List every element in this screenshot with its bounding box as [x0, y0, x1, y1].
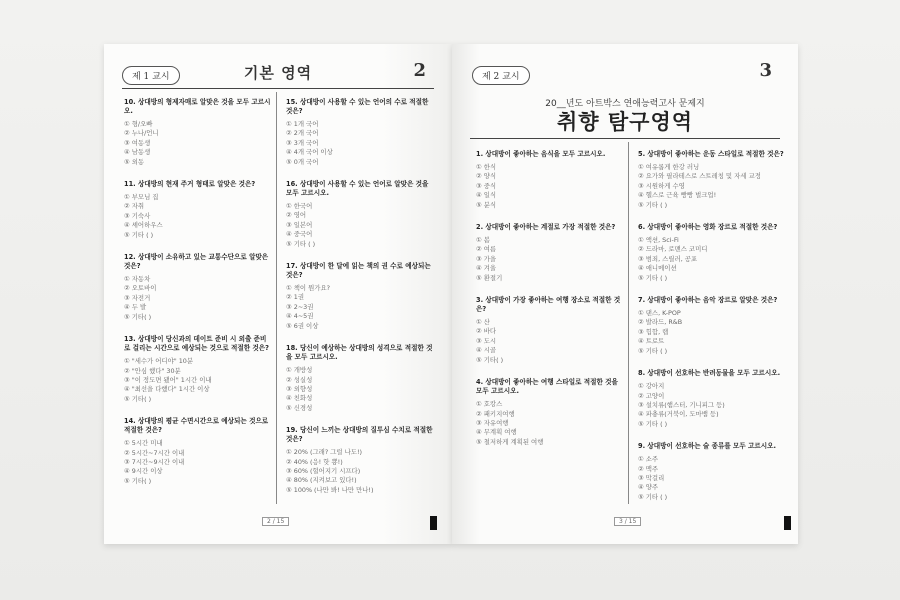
- answer-option[interactable]: ⑤ 환절기: [476, 273, 503, 282]
- question-block: [124, 335, 272, 404]
- answer-option[interactable]: ③ 여동생: [124, 138, 151, 147]
- question-text: 11. 상대방의 현재 주거 형태로 알맞은 것은?: [124, 180, 256, 189]
- left-page: [104, 44, 452, 544]
- answer-option[interactable]: ② 오토바이: [124, 284, 157, 293]
- section-title: 기본 영역: [243, 64, 313, 82]
- answer-option[interactable]: ② 자취: [124, 202, 145, 211]
- question-text: 9. 상대방이 선호하는 술 종류를 모두 고르시오.: [638, 442, 777, 451]
- answer-option[interactable]: ⑤ 기타 ( ): [638, 346, 668, 355]
- answer-option[interactable]: ④ 파충류(거북이, 도마뱀 등): [638, 410, 719, 419]
- question-block: [476, 223, 624, 283]
- answer-option[interactable]: ④ 애니메이션: [638, 264, 677, 273]
- answer-option[interactable]: ③ 3개 국어: [286, 138, 319, 147]
- question-text: 7. 상대방이 좋아하는 음악 장르로 알맞은 것은?: [638, 296, 778, 305]
- question-block: [286, 98, 434, 167]
- exam-subheading: 20__년도 아트박스 연애능력고사 문제지: [545, 99, 705, 109]
- question-block: [124, 180, 272, 240]
- answer-option[interactable]: ③ 2~3권: [286, 302, 314, 311]
- header-rule: [122, 88, 434, 89]
- page-footer: 2 / 15: [262, 517, 289, 526]
- answer-option[interactable]: ④ 4~5권: [286, 312, 314, 321]
- answer-option[interactable]: ④ 헬스로 근육 빵빵 벌크업!: [638, 191, 717, 200]
- answer-option[interactable]: ④ "최선을 다했다" 1시간 이상: [124, 385, 210, 394]
- question-text: 15. 상대방이 사용할 수 있는 언어의 수로 적절한 것은?: [286, 98, 429, 115]
- answer-option[interactable]: ⑤ 분식: [476, 200, 497, 209]
- answer-option[interactable]: ⑤ 신경성: [286, 403, 313, 412]
- answer-option[interactable]: ④ 친화성: [286, 394, 313, 403]
- answer-option[interactable]: ③ 외향성: [286, 384, 313, 393]
- question-block: [638, 442, 786, 502]
- answer-option[interactable]: ③ 시원하게 수영: [638, 181, 685, 190]
- answer-option[interactable]: ① 부모님 집: [124, 193, 159, 202]
- question-block: [476, 378, 624, 447]
- answer-option[interactable]: ① 봄: [476, 236, 490, 245]
- question-text: 17. 상대방이 한 달에 읽는 책의 권 수로 예상되는 것은?: [286, 262, 431, 280]
- answer-option[interactable]: ② 패키지여행: [476, 409, 515, 418]
- exam-title: 취향 탐구영역: [556, 110, 694, 134]
- answer-option[interactable]: ② 바다: [476, 327, 497, 336]
- question-block: [286, 262, 434, 331]
- left-header: [122, 60, 434, 86]
- answer-option[interactable]: ④ 시골: [476, 346, 497, 355]
- answer-option[interactable]: ② 맥주: [638, 464, 659, 473]
- answer-option[interactable]: ⑤ 기타 ( ): [638, 492, 668, 501]
- question-block: [476, 150, 624, 210]
- answer-option[interactable]: ① 책이 뭔가요?: [286, 284, 331, 293]
- answer-option[interactable]: ④ 무계획 여행: [476, 428, 517, 437]
- question-text: 13. 상대방이 당신과의 데이트 준비 시 외출 준비로 걸리는 시간으로 예상되는 것으로 적절한 것은?: [124, 335, 269, 353]
- question-block: [638, 296, 786, 356]
- answer-option[interactable]: ③ 7시간~9시간 이내: [124, 457, 185, 466]
- answer-option[interactable]: ② 5시간~7시간 이내: [124, 448, 185, 457]
- question-text: 19. 당신이 느끼는 상대방의 질투심 수치로 적절한 것은?: [286, 426, 433, 444]
- answer-option[interactable]: ① 호캉스: [476, 400, 503, 409]
- question-block: [638, 150, 786, 210]
- right-column-1: [476, 150, 624, 460]
- left-column-1: [124, 98, 272, 499]
- answer-option[interactable]: ③ 범죄, 스릴러, 공포: [638, 254, 698, 263]
- answer-option[interactable]: ⑤ 100% (나만 봐! 나만 만나!): [286, 485, 374, 494]
- answer-option[interactable]: ③ "이 정도면 됐어" 1시간 이내: [124, 375, 212, 384]
- column-divider: [628, 142, 629, 504]
- answer-option[interactable]: ③ 자전거: [124, 293, 151, 302]
- answer-option[interactable]: ⑤ 기타 ( ): [638, 273, 668, 282]
- answer-option[interactable]: ④ 셰어하우스: [124, 221, 163, 230]
- answer-option[interactable]: ③ 힙합, 랩: [638, 327, 669, 336]
- question-block: [286, 180, 434, 249]
- answer-option[interactable]: ① 한식: [476, 163, 497, 171]
- answer-option[interactable]: ⑤ 기타( ): [124, 312, 152, 321]
- answer-option[interactable]: ① 액션, Sci-Fi: [638, 236, 679, 245]
- answer-option[interactable]: ③ 도시: [476, 336, 497, 345]
- answer-option[interactable]: ① 자동차: [124, 275, 151, 284]
- answer-option[interactable]: ② 여름: [476, 245, 497, 254]
- page-number: 3: [759, 60, 772, 81]
- answer-option[interactable]: ② 발라드, R&B: [638, 318, 683, 327]
- question-text: 2. 상대방이 좋아하는 계절로 가장 적절한 것은?: [476, 223, 616, 232]
- answer-option[interactable]: ② 요가와 필라테스로 스트레칭 및 자세 교정: [638, 172, 761, 181]
- answer-option[interactable]: ① 20% (그래? 그럴 나도!): [286, 448, 363, 457]
- question-text: 8. 상대방이 선호하는 반려동물을 모두 고르시오.: [638, 369, 781, 378]
- answer-option[interactable]: ① 개방성: [286, 366, 313, 375]
- answer-option[interactable]: ⑤ 기타 ( ): [638, 200, 668, 209]
- answer-option[interactable]: ② 성실성: [286, 375, 313, 384]
- question-text: 3. 상대방이 가장 좋아하는 여행 장소로 적절한 것은?: [476, 296, 621, 314]
- header-rule: [470, 138, 780, 139]
- answer-option[interactable]: ② 드라마, 로맨스 코미디: [638, 245, 708, 254]
- answer-option[interactable]: ② "안심 했다" 30분: [124, 366, 181, 375]
- answer-option[interactable]: ⑤ 기타( ): [476, 355, 504, 364]
- question-text: 14. 상대방의 평균 수면시간으로 예상되는 것으로 적절한 것은?: [124, 417, 269, 435]
- page-number: 2: [413, 60, 426, 81]
- answer-option[interactable]: ② 40% (응! 핫 뿅!): [286, 457, 343, 466]
- answer-option[interactable]: ③ 설치류(햄스터, 기니피그 등): [638, 400, 725, 409]
- answer-option[interactable]: ③ 기숙사: [124, 211, 151, 220]
- answer-option[interactable]: ① 1개 국어: [286, 120, 319, 128]
- answer-option[interactable]: ① 5시간 미내: [124, 439, 163, 448]
- question-block: [124, 417, 272, 486]
- question-block: [124, 98, 272, 167]
- question-text: 16. 상대방이 사용할 수 있는 언어로 알맞은 것을 모두 고르시오.: [286, 180, 429, 198]
- question-text: 18. 당신이 예상하는 상대방의 성격으로 적절한 것을 모두 고르시오.: [286, 344, 433, 362]
- answer-option[interactable]: ④ 4개 국어 이상: [286, 148, 333, 157]
- page-tab-marker: [430, 516, 437, 530]
- question-text: 1. 상대방이 좋아하는 음식을 모두 고르시오.: [476, 150, 606, 158]
- question-block: [638, 223, 786, 283]
- answer-option[interactable]: ④ 겨울: [476, 264, 497, 273]
- column-divider: [276, 92, 277, 504]
- answer-option[interactable]: ① "세수가 어디야" 10분: [124, 357, 194, 366]
- answer-option[interactable]: ⑤ 기타 ( ): [286, 239, 316, 248]
- left-column-2: [286, 98, 434, 508]
- question-text: 5. 상대방이 좋아하는 운동 스타일로 적절한 것은?: [638, 150, 784, 158]
- answer-option[interactable]: ② 양식: [476, 172, 497, 181]
- question-block: [476, 296, 624, 365]
- question-block: [286, 426, 434, 495]
- page-tab-marker: [784, 516, 791, 530]
- question-text: 12. 상대방이 소유하고 있는 교통수단으로 알맞은 것은?: [124, 253, 269, 271]
- question-text: 6. 상대방이 좋아하는 영화 장르로 적절한 것은?: [638, 223, 778, 232]
- answer-option[interactable]: ④ 두 발: [124, 303, 147, 312]
- answer-option[interactable]: ⑤ 기타 ( ): [124, 230, 154, 239]
- question-text: 4. 상대방이 좋아하는 여행 스타일로 적절한 것을 모두 고르시오.: [476, 378, 618, 396]
- answer-option[interactable]: ④ 중국어: [286, 230, 313, 239]
- answer-option[interactable]: ⑤ 철저하게 계획된 여행: [476, 437, 544, 446]
- right-header: [470, 60, 780, 86]
- answer-option[interactable]: ⑤ 기타( ): [124, 476, 152, 485]
- answer-option[interactable]: ② 영어: [286, 211, 307, 220]
- answer-option[interactable]: ⑤ 0개 국어: [286, 157, 319, 166]
- answer-option[interactable]: ③ 가을: [476, 254, 497, 263]
- right-column-2: [638, 150, 786, 515]
- answer-option[interactable]: ④ 트로트: [638, 337, 665, 346]
- answer-option[interactable]: ③ 60% (헐어지기 시프다): [286, 466, 361, 475]
- answer-option[interactable]: ④ 80% (지켜보고 있다!): [286, 476, 357, 485]
- answer-option[interactable]: ③ 막걸리: [638, 473, 665, 482]
- answer-option[interactable]: ④ 양주: [638, 483, 659, 492]
- period-badge: 제 1 교시: [122, 66, 180, 85]
- question-block: [124, 253, 272, 322]
- answer-option[interactable]: ④ 9시간 이상: [124, 467, 163, 476]
- period-badge: 제 2 교시: [472, 66, 530, 85]
- right-page: [452, 44, 798, 544]
- answer-option[interactable]: ② 누나/언니: [124, 129, 159, 138]
- answer-option[interactable]: ② 2개 국어: [286, 129, 319, 138]
- answer-option[interactable]: ③ 일본어: [286, 220, 313, 229]
- answer-option[interactable]: ① 산: [476, 318, 490, 327]
- answer-option[interactable]: ④ 남동생: [124, 148, 151, 157]
- question-block: [286, 344, 434, 413]
- answer-option[interactable]: ⑤ 6권 이상: [286, 321, 319, 330]
- answer-option[interactable]: ① 한국어: [286, 202, 313, 211]
- answer-option[interactable]: ② 1권: [286, 293, 304, 302]
- answer-option[interactable]: ③ 자유여행: [476, 418, 509, 427]
- answer-option[interactable]: ⑤ 기타( ): [124, 394, 152, 403]
- answer-option[interactable]: ⑤ 외동: [124, 157, 145, 166]
- question-block: [638, 369, 786, 429]
- answer-option[interactable]: ② 고양이: [638, 391, 665, 400]
- answer-option[interactable]: ① 강아지: [638, 382, 665, 391]
- answer-option[interactable]: ① 소주: [638, 455, 659, 464]
- answer-option[interactable]: ⑤ 기타 ( ): [638, 419, 668, 428]
- answer-option[interactable]: ④ 일식: [476, 191, 497, 200]
- answer-option[interactable]: ③ 중식: [476, 181, 497, 190]
- question-text: 10. 상대방의 형제자매로 알맞은 것을 모두 고르시오.: [124, 98, 271, 115]
- answer-option[interactable]: ① 여유롭게 한강 러닝: [638, 163, 700, 171]
- page-footer: 3 / 15: [614, 517, 641, 526]
- answer-option[interactable]: ① 형/오빠: [124, 120, 153, 128]
- answer-option[interactable]: ① 댄스, K-POP: [638, 309, 681, 318]
